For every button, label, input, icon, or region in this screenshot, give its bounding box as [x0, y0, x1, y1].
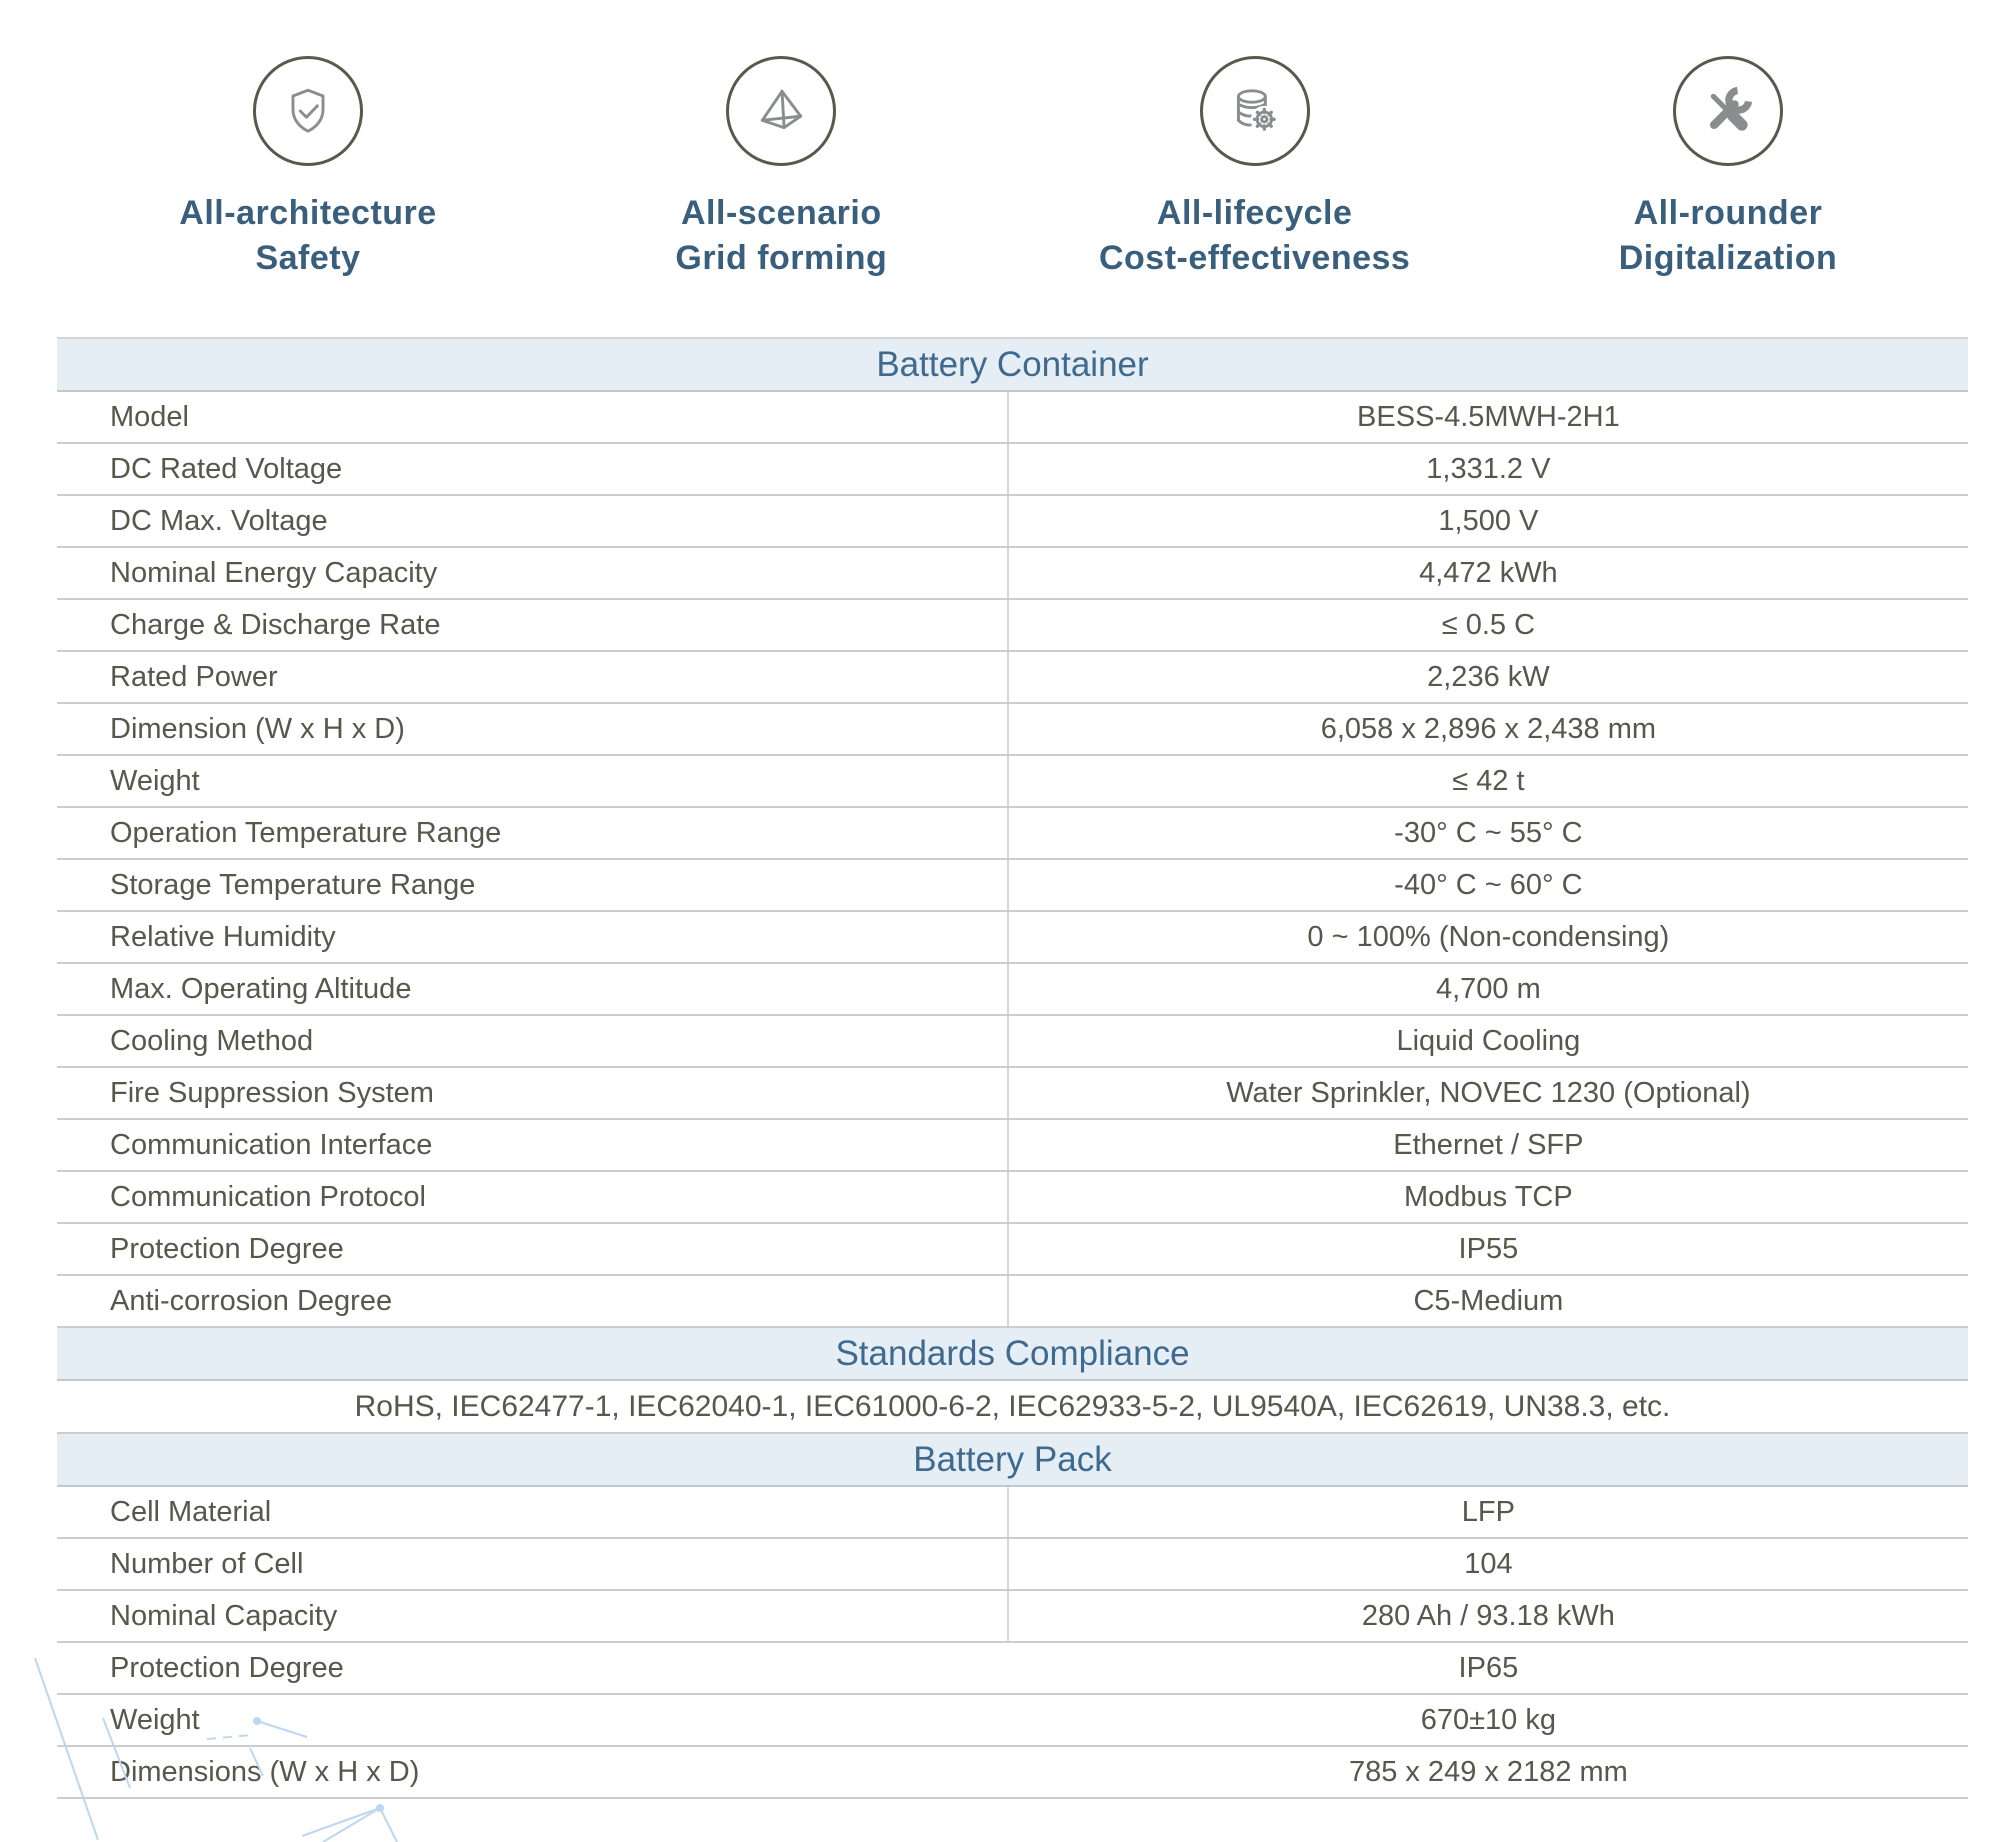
tetrahedron-icon — [726, 56, 836, 166]
spec-label: DC Rated Voltage — [110, 452, 343, 485]
spec-value: IP65 — [1458, 1651, 1519, 1684]
spec-label: Weight — [110, 1703, 200, 1736]
table-row — [57, 1643, 1968, 1695]
spec-value: BESS-4.5MWH-2H1 — [1007, 392, 1968, 442]
section-header-battery-container: Battery Container — [57, 339, 1968, 392]
table-row — [57, 444, 1968, 496]
spec-value: 4,472 kWh — [1007, 548, 1968, 598]
spec-label: Max. Operating Altitude — [110, 972, 412, 1005]
spec-label: Communication Protocol — [110, 1180, 426, 1213]
spec-label: Anti-corrosion Degree — [110, 1284, 393, 1317]
table-row — [57, 652, 1968, 704]
spec-label: Storage Temperature Range — [110, 868, 476, 901]
feature-label-line2: Cost-effectiveness — [1098, 239, 1411, 277]
table-row — [57, 1120, 1968, 1172]
spec-label: Cooling Method — [110, 1024, 314, 1057]
spec-label: DC Max. Voltage — [110, 504, 328, 537]
standards-compliance-list: RoHS, IEC62477-1, IEC62040-1, IEC61000-6-2, IEC62933-5-2, UL9540A, IEC62619, UN38.3, etc. — [57, 1381, 1968, 1434]
section-header-battery-pack: Battery Pack — [57, 1434, 1968, 1487]
table-row — [57, 1487, 1968, 1539]
spec-label: Cell Material — [110, 1495, 272, 1528]
table-row — [57, 1016, 1968, 1068]
spec-label: Model — [110, 400, 189, 433]
spec-label: Protection Degree — [110, 1232, 344, 1265]
spec-value: Water Sprinkler, NOVEC 1230 (Optional) — [1007, 1068, 1968, 1118]
table-row — [57, 756, 1968, 808]
tools-icon — [1673, 56, 1783, 166]
spec-label: Communication Interface — [110, 1128, 433, 1161]
feature-label-line1: All-architecture — [179, 194, 437, 232]
spec-label: Number of Cell — [110, 1547, 304, 1580]
table-row — [57, 1747, 1968, 1799]
table-row — [57, 496, 1968, 548]
spec-value: 6,058 x 2,896 x 2,438 mm — [1007, 704, 1968, 754]
spec-label: Weight — [110, 764, 200, 797]
spec-value: -30° C ~ 55° C — [1007, 808, 1968, 858]
table-row — [57, 860, 1968, 912]
spec-value: 1,500 V — [1007, 496, 1968, 546]
spec-value: 4,700 m — [1007, 964, 1968, 1014]
spec-label: Nominal Capacity — [110, 1599, 338, 1632]
feature-label-line2: Safety — [255, 239, 361, 277]
table-row — [57, 1695, 1968, 1747]
feature-label-line1: All-rounder — [1633, 194, 1823, 232]
feature-digitalization — [1508, 56, 1948, 281]
feature-label-line2: Grid forming — [675, 239, 888, 277]
feature-cost-effectiveness — [1035, 56, 1475, 281]
feature-grid-forming — [561, 56, 1001, 281]
spec-label: Fire Suppression System — [110, 1076, 434, 1109]
table-row — [57, 548, 1968, 600]
feature-label — [1099, 191, 1410, 281]
table-row — [57, 704, 1968, 756]
spec-value: 785 x 249 x 2182 mm — [1348, 1755, 1628, 1788]
feature-label — [675, 191, 887, 281]
spec-value: Modbus TCP — [1007, 1172, 1968, 1222]
spec-value: 280 Ah / 93.18 kWh — [1007, 1591, 1968, 1641]
spec-label: Charge & Discharge Rate — [110, 608, 441, 641]
shield-check-icon — [253, 56, 363, 166]
feature-label — [179, 191, 436, 281]
table-row — [57, 1224, 1968, 1276]
feature-label-line1: All-lifecycle — [1156, 194, 1353, 232]
table-row — [57, 964, 1968, 1016]
table-row — [57, 600, 1968, 652]
feature-label-line2: Digitalization — [1618, 239, 1838, 277]
spec-label: Protection Degree — [110, 1651, 344, 1684]
spec-value: 1,331.2 V — [1007, 444, 1968, 494]
spec-value: LFP — [1007, 1487, 1968, 1537]
spec-value: 0 ~ 100% (Non-condensing) — [1007, 912, 1968, 962]
feature-label — [1619, 191, 1838, 281]
feature-row — [0, 0, 2000, 281]
spec-value: C5-Medium — [1007, 1276, 1968, 1326]
spec-value: ≤ 0.5 C — [1007, 600, 1968, 650]
feature-safety — [88, 56, 528, 281]
spec-label: Nominal Energy Capacity — [110, 556, 438, 589]
spec-value: 104 — [1007, 1539, 1968, 1589]
table-row — [57, 1068, 1968, 1120]
section-header-standards-compliance: Standards Compliance — [57, 1328, 1968, 1381]
spec-value: Ethernet / SFP — [1007, 1120, 1968, 1170]
spec-value: -40° C ~ 60° C — [1007, 860, 1968, 910]
table-row — [57, 1591, 1968, 1643]
table-row — [57, 392, 1968, 444]
spec-value: 2,236 kW — [1007, 652, 1968, 702]
spec-label: Operation Temperature Range — [110, 816, 502, 849]
table-row — [57, 1276, 1968, 1328]
table-row — [57, 912, 1968, 964]
table-row — [57, 1539, 1968, 1591]
table-row — [57, 1172, 1968, 1224]
spec-value: 670±10 kg — [1420, 1703, 1556, 1736]
spec-label: Rated Power — [110, 660, 278, 693]
database-gear-icon — [1200, 56, 1310, 166]
feature-label-line1: All-scenario — [681, 194, 882, 232]
spec-label: Dimension (W x H x D) — [110, 712, 405, 745]
spec-label: Relative Humidity — [110, 920, 336, 953]
spec-label: Dimensions (W x H x D) — [110, 1755, 420, 1788]
spec-value: IP55 — [1007, 1224, 1968, 1274]
spec-value: ≤ 42 t — [1007, 756, 1968, 806]
table-row — [57, 808, 1968, 860]
spec-table — [57, 337, 1968, 1799]
spec-value: Liquid Cooling — [1007, 1016, 1968, 1066]
